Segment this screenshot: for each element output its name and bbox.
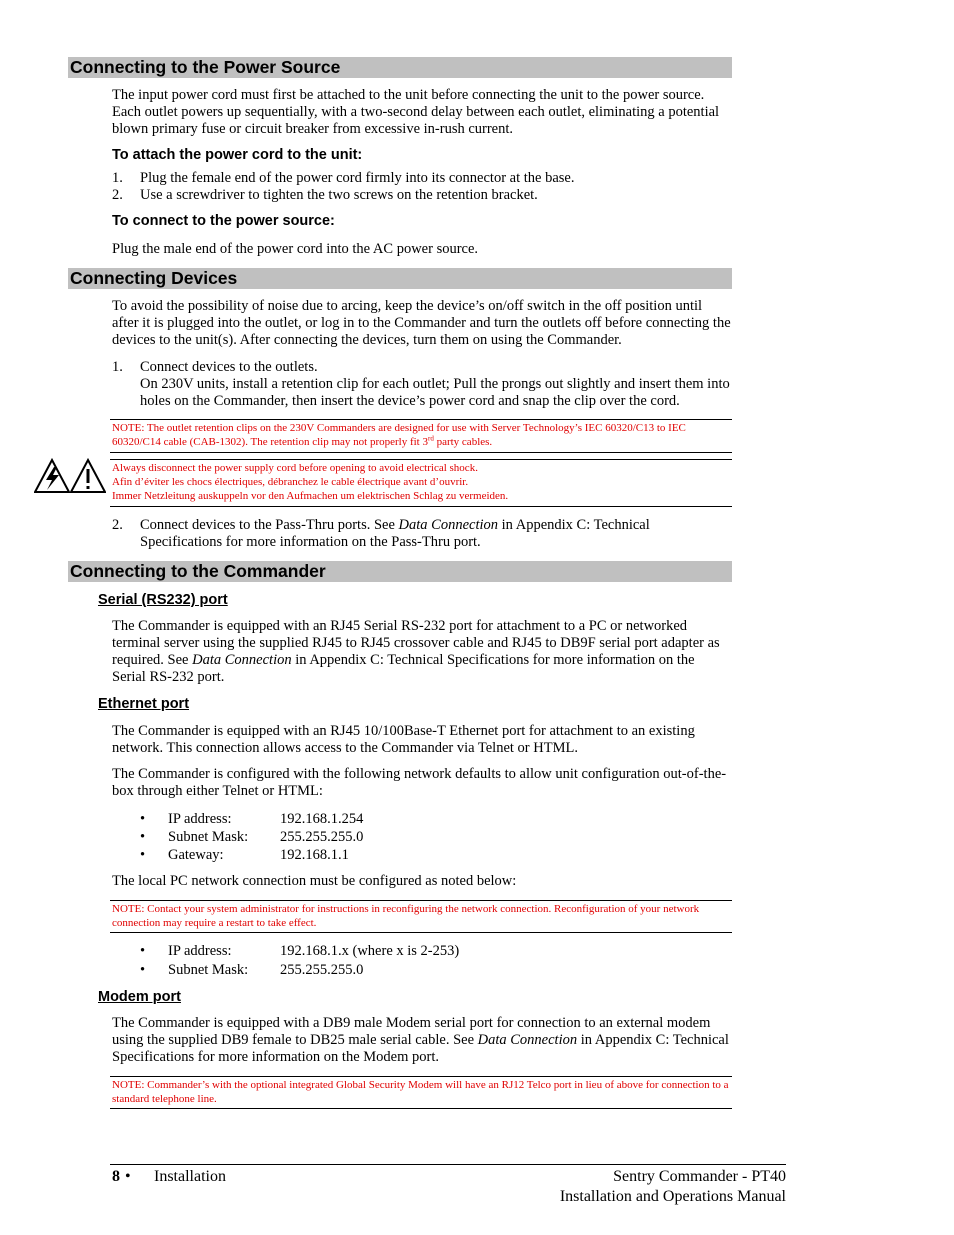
setting-value: 255.255.255.0	[280, 962, 364, 978]
bullet-dot: •	[140, 811, 146, 827]
warning-line-english: Always disconnect the power supply cord before opening to avoid electrical shock.	[112, 462, 478, 474]
serial-text-b: in Appendix C: Technical Specifications for more information on the Serial RS-232 port.	[112, 652, 695, 685]
setting-value: 192.168.1.1	[280, 847, 349, 863]
warning-electrical-shock	[110, 459, 732, 507]
default-ip-address	[140, 811, 700, 829]
ethernet-paragraph-2: The Commander is configured with the following network defaults to allow unit configuration out-of-the-box through either Telnet or HTML:	[112, 766, 727, 799]
note-integrated-modem: NOTE: Commander’s with the optional integrated Global Security Modem will have an RJ12 Telco port in lieu of above for connection to a standard telephone line.	[110, 1076, 732, 1109]
setting-value: 192.168.1.x (where x is 2-253)	[280, 943, 460, 959]
step-text	[140, 359, 732, 410]
step-text: Plug the female end of the power cord firmly into its connector at the base.	[140, 170, 575, 186]
step-number: 1.	[112, 170, 123, 186]
footer-manual-title: Installation and Operations Manual	[559, 1188, 786, 1205]
bullet-dot: •	[140, 847, 146, 863]
section-heading-commander: Connecting to the Commander	[68, 561, 732, 582]
note-retention-clip	[110, 419, 732, 453]
step-number: 2.	[112, 187, 123, 203]
section-heading-power-source: Connecting to the Power Source	[68, 57, 732, 78]
step-text-b: in Appendix C: Technical Specifications for more information on the Pass-Thru port.	[140, 517, 650, 550]
section-heading-devices: Connecting Devices	[68, 268, 732, 289]
page-number: 8	[112, 1168, 120, 1185]
default-gateway	[140, 847, 700, 865]
bullet-dot: •	[140, 829, 146, 845]
step-text	[140, 517, 732, 551]
local-subnet-mask	[140, 962, 700, 980]
step-line-2: On 230V units, install a retention clip for each outlet; Pull the prongs out slightly and insert them into holes on the Commander, then insert the device’s power cord and snap the clip over the cord.	[140, 376, 730, 409]
power-intro-paragraph: The input power cord must first be attached to the unit before connecting the unit to the power source. Each outlet powers up sequentially, with a two-second delay between each outlet, eliminating a potential blown primary fuse or circuit breaker from excessive in-rush current.	[112, 87, 720, 137]
data-connection-reference: Data Connection	[192, 652, 292, 668]
local-pc-paragraph: The local PC network connection must be configured as noted below:	[112, 873, 517, 889]
local-ip-address	[140, 943, 700, 961]
connect-power-heading: To connect to the power source:	[112, 213, 335, 229]
modem-port-heading: Modem port	[98, 989, 181, 1005]
ethernet-port-heading: Ethernet port	[98, 696, 190, 712]
warning-icons	[34, 458, 106, 494]
serial-text-a: The Commander is equipped with an RJ45 Serial RS-232 port for attachment to a PC or networked terminal server using the supplied RJ45 to RJ45 crossover cable and RJ45 to DB9F serial port adapter as required. See	[112, 618, 720, 668]
step-line-1: Connect devices to the outlets.	[140, 359, 318, 375]
note-superscript: rd	[427, 434, 434, 443]
note-text: NOTE: The outlet retention clips on the 230V Commanders are designed for use with Server Technology’s IEC 60320/C13 to IEC 60320/C14 cable (CAB-1302). The retention clip may not properly fit 3	[112, 422, 686, 448]
warning-line-french: Afin d’éviter les chocs électriques, débranchez le cable électrique avant d’ouvrir.	[112, 476, 469, 488]
footer-bullet: •	[125, 1168, 131, 1185]
modem-text-a: The Commander is equipped with a DB9 male Modem serial port for connection to an external modem using the supplied DB9 female to DB25 male serial cable. See	[112, 1015, 711, 1048]
setting-label: IP address:	[168, 943, 232, 959]
step-number: 1.	[112, 359, 123, 375]
setting-label: Subnet Mask:	[168, 829, 249, 845]
step-number: 2.	[112, 517, 123, 533]
warning-line-german: Immer Netzleitung auskuppeln vor den Aufmachen um elektrischen Schlag zu vermeiden.	[112, 490, 509, 502]
default-subnet-mask	[140, 829, 700, 847]
footer-chapter: Installation	[154, 1168, 226, 1185]
note-network-reconfig: NOTE: Contact your system administrator for instructions in reconfiguring the network connection. Reconfiguration of your network connection may require a restart to take effect.	[110, 900, 732, 933]
serial-port-heading: Serial (RS232) port	[98, 592, 228, 608]
data-connection-reference: Data Connection	[398, 517, 499, 533]
note-text-end: party cables.	[433, 436, 493, 448]
setting-label: Subnet Mask:	[168, 962, 249, 978]
modem-text-b: in Appendix C: Technical Specifications for more information on the Modem port.	[112, 1032, 729, 1065]
bullet-dot: •	[140, 943, 146, 959]
data-connection-reference: Data Connection	[477, 1032, 578, 1048]
attach-cord-heading: To attach the power cord to the unit:	[112, 147, 363, 163]
serial-port-paragraph	[112, 618, 732, 686]
setting-value: 192.168.1.254	[280, 811, 364, 827]
bullet-dot: •	[140, 962, 146, 978]
electrical-hazard-icon	[34, 458, 106, 494]
setting-label: Gateway:	[168, 847, 224, 863]
setting-value: 255.255.255.0	[280, 829, 364, 845]
connect-power-paragraph: Plug the male end of the power cord into the AC power source.	[112, 241, 479, 257]
modem-port-paragraph	[112, 1015, 732, 1066]
devices-intro-paragraph: To avoid the possibility of noise due to arcing, keep the device’s on/off switch in the off position until after it is plugged into the outlet, or log in to the Commander and turn the outlets off before connecting the devices to the unit(s). After connecting the devices, turn them on using the Commander.	[112, 298, 731, 348]
footer-rule	[110, 1164, 786, 1165]
ethernet-paragraph-1: The Commander is equipped with an RJ45 10/100Base-T Ethernet port for attachment to an existing network. This connection allows access to the Commander via Telnet or HTML.	[112, 723, 695, 756]
setting-label: IP address:	[168, 811, 232, 827]
step-text-a: Connect devices to the Pass-Thru ports. See	[140, 517, 399, 533]
step-text: Use a screwdriver to tighten the two screws on the retention bracket.	[140, 187, 538, 203]
footer-product: Sentry Commander - PT40	[613, 1168, 786, 1185]
